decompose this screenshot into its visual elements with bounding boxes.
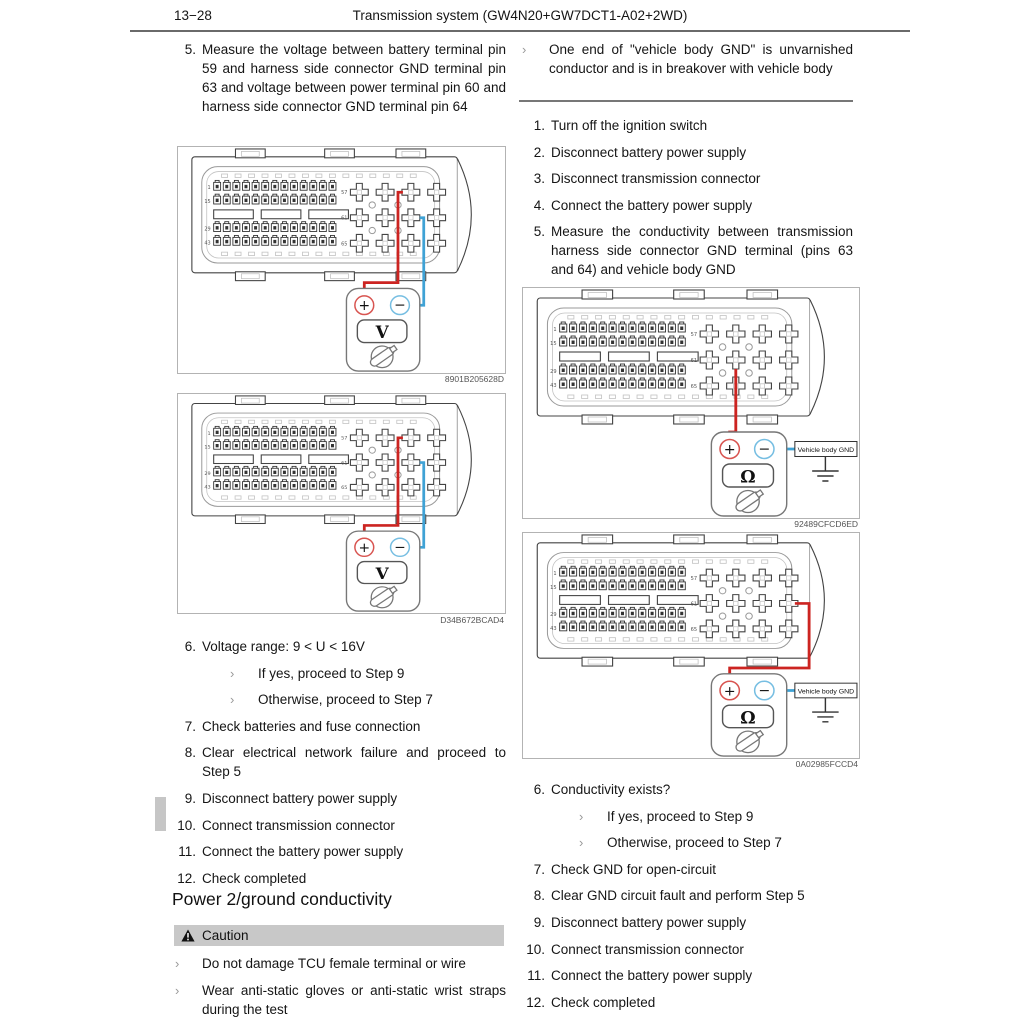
caution-item xyxy=(172,981,506,1019)
step-item xyxy=(519,169,853,188)
caution-header xyxy=(174,925,504,946)
step-item xyxy=(519,222,853,279)
step-item xyxy=(172,789,506,808)
warning-triangle-icon xyxy=(181,929,195,942)
step-text: Check batteries and fuse connection xyxy=(202,718,421,734)
step-number: 9. xyxy=(533,914,545,930)
svg-text:61: 61 xyxy=(690,358,698,364)
step-number: 11. xyxy=(527,968,545,984)
substep-item xyxy=(172,664,506,683)
figure-code: 0A02985FCCD4 xyxy=(795,759,858,769)
step-item xyxy=(519,116,853,135)
step-text: If yes, proceed to Step 9 xyxy=(258,665,405,681)
step-number: 9. xyxy=(184,790,196,806)
svg-text:65: 65 xyxy=(690,384,698,390)
step-number: 4. xyxy=(533,197,545,213)
step-text: Connect transmission connector xyxy=(551,941,744,957)
svg-text:+: + xyxy=(358,540,371,556)
caution-label: Caution xyxy=(202,928,249,943)
svg-text:57: 57 xyxy=(690,576,698,582)
step-number: 6. xyxy=(184,639,196,654)
step-text: Otherwise, proceed to Step 7 xyxy=(258,692,433,708)
step-number: 8. xyxy=(184,745,196,761)
right-steps-bottom-list xyxy=(519,780,853,1019)
figure-code: 92489CFCD6ED xyxy=(794,519,858,529)
gnd-note xyxy=(519,40,853,86)
step-item xyxy=(172,842,506,861)
step-text: Connect the battery power supply xyxy=(551,197,753,213)
svg-text:57: 57 xyxy=(341,435,348,442)
svg-text:61: 61 xyxy=(341,460,348,467)
step-number: 11. xyxy=(178,844,196,860)
svg-text:−: − xyxy=(394,539,406,556)
step-number: 1. xyxy=(533,118,545,133)
svg-text:+: + xyxy=(723,442,736,458)
step-text: Turn off the ignition switch xyxy=(551,118,708,133)
svg-text:+: + xyxy=(723,683,736,700)
svg-text:1: 1 xyxy=(207,185,211,192)
connector-voltmeter-diagram xyxy=(178,394,505,613)
step-number: 10. xyxy=(177,817,196,833)
substep-item xyxy=(172,690,506,709)
svg-text:−: − xyxy=(758,441,771,458)
step-text: Disconnect battery power supply xyxy=(551,914,747,930)
note-divider xyxy=(519,100,853,102)
svg-text:43: 43 xyxy=(204,240,211,247)
caution-text: Wear anti-static gloves or anti-static wrist straps during the test xyxy=(202,982,506,1017)
chevron-bullet-icon: › xyxy=(230,692,235,708)
caution-text: Do not damage TCU female terminal or wire xyxy=(202,956,466,971)
step-number: 5. xyxy=(533,224,545,240)
svg-text:15: 15 xyxy=(204,444,211,451)
step-text: Clear GND circuit fault and perform Step 5 xyxy=(551,888,805,904)
svg-text:61: 61 xyxy=(690,601,698,608)
step-text: Disconnect transmission connector xyxy=(551,171,761,187)
svg-text:15: 15 xyxy=(550,341,557,347)
step-text: Otherwise, proceed to Step 7 xyxy=(607,835,782,851)
svg-text:65: 65 xyxy=(341,241,348,248)
connector-ohmmeter-diagram xyxy=(523,288,859,518)
right-column xyxy=(519,0,858,1024)
svg-text:43: 43 xyxy=(550,383,557,389)
connector-voltmeter-diagram xyxy=(178,147,505,373)
step-number: 2. xyxy=(533,144,545,160)
svg-text:57: 57 xyxy=(690,332,698,338)
step-5-left xyxy=(172,40,506,124)
caution-item xyxy=(172,954,506,973)
svg-text:65: 65 xyxy=(341,485,348,492)
step-text: Measure the voltage between battery terminal pin 59 and harness side connector GND terminal pin 63 and voltage between power terminal pin 60 and harness side connector GND terminal pin 64 xyxy=(202,42,506,114)
step-text: Disconnect battery power supply xyxy=(202,790,398,806)
svg-text:−: − xyxy=(394,297,406,314)
step-text: Connect the battery power supply xyxy=(551,968,753,984)
svg-text:61: 61 xyxy=(341,215,348,222)
svg-text:57: 57 xyxy=(341,190,348,197)
svg-text:1: 1 xyxy=(553,327,557,333)
svg-text:29: 29 xyxy=(204,471,211,477)
step-item xyxy=(519,886,853,905)
connector-ohmmeter-diagram xyxy=(523,533,859,758)
chevron-bullet-icon: › xyxy=(230,665,235,681)
page-title: Transmission system (GW4N20+GW7DCT1-A02+2WD) xyxy=(352,8,688,23)
figure-connector-ohmmeter-2 xyxy=(522,532,860,759)
step-item xyxy=(172,869,506,888)
step-item xyxy=(172,743,506,781)
svg-text:29: 29 xyxy=(204,226,211,233)
note-item xyxy=(519,40,853,78)
substep-item xyxy=(519,807,853,826)
step-item xyxy=(172,717,506,736)
left-steps-list xyxy=(172,637,506,895)
step-item xyxy=(519,993,853,1012)
step-item xyxy=(172,637,506,656)
svg-text:1: 1 xyxy=(553,571,557,578)
step-number: 12. xyxy=(177,870,196,886)
step-item xyxy=(519,860,853,879)
svg-text:43: 43 xyxy=(550,625,557,632)
chevron-bullet-icon: › xyxy=(579,835,584,851)
step-item xyxy=(172,816,506,835)
step-number: 8. xyxy=(533,888,545,904)
step-item xyxy=(519,143,853,162)
page-number: 13−28 xyxy=(174,8,212,23)
svg-text:15: 15 xyxy=(204,199,211,206)
chevron-bullet-icon: › xyxy=(579,808,584,824)
step-text: If yes, proceed to Step 9 xyxy=(607,808,754,824)
right-steps-top-list xyxy=(519,116,853,287)
svg-text:+: + xyxy=(358,298,371,315)
caution-items xyxy=(172,954,506,1024)
step-item xyxy=(519,913,853,932)
vehicle-body-gnd-label: Vehicle body GND xyxy=(797,447,855,454)
step-text: Check completed xyxy=(202,870,307,886)
note-text: One end of "vehicle body GND" is unvarnished conductor and is in breakover with vehicle body xyxy=(549,42,853,76)
section-heading: Power 2/ground conductivity xyxy=(172,889,392,909)
substep-item xyxy=(519,833,853,852)
figure-code: D34B672BCAD4 xyxy=(440,615,504,625)
svg-text:V: V xyxy=(375,563,389,584)
figure-connector-voltmeter-1 xyxy=(177,146,506,374)
step-text: Connect transmission connector xyxy=(202,817,395,833)
svg-text:Ω: Ω xyxy=(740,708,756,729)
svg-text:43: 43 xyxy=(204,484,211,491)
vehicle-body-gnd-label: Vehicle body GND xyxy=(797,688,855,696)
figure-code: 8901B205628D xyxy=(444,374,504,384)
figure-connector-ohmmeter-1 xyxy=(522,287,860,519)
left-column xyxy=(172,0,506,1024)
svg-text:V: V xyxy=(375,322,389,343)
step-text: Check completed xyxy=(551,994,656,1010)
chevron-bullet-icon: › xyxy=(175,956,180,971)
step-item xyxy=(519,966,853,985)
figure-connector-voltmeter-2 xyxy=(177,393,506,614)
step-text: Connect the battery power supply xyxy=(202,844,404,860)
chevron-bullet-icon: › xyxy=(522,42,527,57)
step-item xyxy=(519,196,853,215)
svg-text:65: 65 xyxy=(690,626,698,633)
step-number: 12. xyxy=(526,994,545,1010)
chevron-bullet-icon: › xyxy=(175,982,180,998)
step-text: Clear electrical network failure and proceed to Step 5 xyxy=(202,745,506,780)
step-number: 7. xyxy=(184,718,196,734)
revision-change-bar xyxy=(155,797,166,831)
svg-text:15: 15 xyxy=(550,584,557,591)
step-number: 10. xyxy=(526,941,545,957)
step-number: 7. xyxy=(533,861,545,877)
step-item xyxy=(172,40,506,116)
svg-text:1: 1 xyxy=(207,431,211,437)
step-text: Measure the conductivity between transmission harness side connector GND terminal (pins 63 and 64) and vehicle body GND xyxy=(551,224,853,278)
step-item xyxy=(519,940,853,959)
svg-text:29: 29 xyxy=(550,612,557,619)
step-text: Disconnect battery power supply xyxy=(551,144,747,160)
step-text: Check GND for open-circuit xyxy=(551,861,717,877)
svg-text:Ω: Ω xyxy=(740,467,756,488)
step-item xyxy=(519,780,853,799)
step-text: Conductivity exists? xyxy=(551,782,671,797)
step-number: 3. xyxy=(533,171,545,187)
step-text: Voltage range: 9 < U < 16V xyxy=(202,639,365,654)
step-number: 6. xyxy=(533,782,545,797)
svg-text:−: − xyxy=(758,683,771,699)
svg-text:29: 29 xyxy=(550,369,557,375)
step-number: 5. xyxy=(184,42,196,57)
